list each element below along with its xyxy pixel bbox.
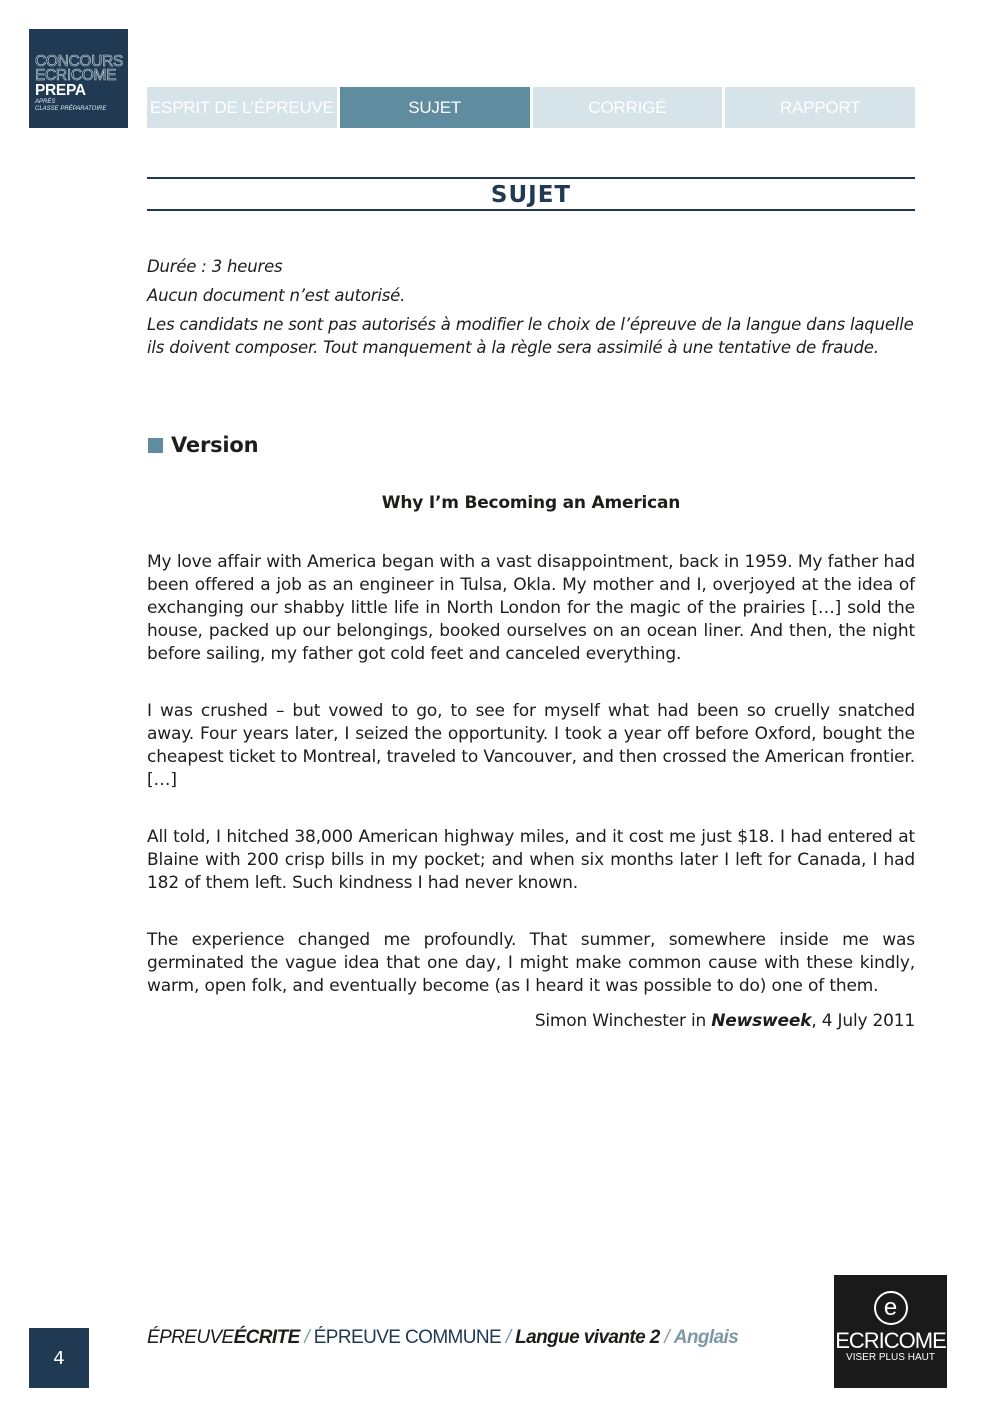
concours-logo: [29, 29, 128, 128]
logo-line-prepa: PREPA: [35, 82, 86, 99]
footer-epreuve2: ÉPREUVE: [313, 1327, 401, 1348]
square-bullet-icon: [148, 438, 163, 453]
logo-classe: CLASSE PRÉPARATOIRE: [35, 106, 107, 112]
article-source: [147, 1011, 915, 1031]
source-date: , 4 July 2011: [811, 1011, 915, 1031]
footer-ecrite: ÉCRITE: [233, 1327, 300, 1348]
paragraph: The experience changed me profoundly. That summer, somewhere inside me was germinated the vague idea that one day, I might make common cause with these kindly, warm, open folk, and eventually become (as I heard it was possible to do) one of them.: [147, 930, 915, 996]
version-heading: [148, 433, 258, 457]
footer-anglais: Anglais: [673, 1327, 739, 1348]
article-title: Why I’m Becoming an American: [381, 493, 681, 513]
ecricome-tagline: VISER PLUS HAUT: [846, 1352, 935, 1363]
tab-rapport[interactable]: RAPPORT: [725, 87, 915, 128]
paragraph: My love affair with America began with a vast disappointment, back in 1959. My father had been offered a job as an engineer in Tulsa, Okla. My mother and I, overjoyed at the idea of exchanging our shabby little life in North London for the magic of the prairies […] sold the house, packed up our belongings, booked ourselves on an ocean liner. And then, the night before sailing, my father got cold feet and canceled everything.: [147, 552, 915, 664]
tab-sujet[interactable]: SUJET: [340, 87, 530, 128]
page-number: 4: [29, 1328, 89, 1388]
footer-commune: COMMUNE: [405, 1327, 502, 1348]
exam-instructions: [147, 255, 917, 365]
footer-slash: /: [299, 1327, 314, 1348]
footer-langue: Langue vivante 2: [515, 1327, 660, 1348]
section-title: SUJET: [147, 177, 915, 211]
tab-esprit[interactable]: ESPRIT DE L’ÉPREUVE: [147, 87, 337, 128]
logo-line-apres: [35, 99, 128, 113]
footer-exam-label: [147, 1327, 738, 1349]
source-publication: Newsweek: [711, 1011, 812, 1031]
tab-corrige[interactable]: CORRIGÉ: [533, 87, 723, 128]
section-tabs: [147, 87, 915, 128]
rule-text: Les candidats ne sont pas autorisés à modifier le choix de l’épreuve de la langue dans laquelle ils doivent composer. Tout manquement à la règle sera assimilé à une tentative de fraude.: [147, 315, 914, 357]
footer-slash: /: [659, 1327, 674, 1348]
logo-apres: APRÈS: [35, 99, 56, 105]
footer-slash: /: [501, 1327, 516, 1348]
paragraph: I was crushed – but vowed to go, to see for myself what had been so cruelly snatched away. Four years later, I seized the opportunity. I took a year off before Oxford, bought the cheapest ticket to Montreal, traveled to Vancouver, and then crossed the American frontier. […]: [147, 701, 915, 790]
footer-epreuve: ÉPREUVE: [147, 1327, 234, 1348]
documents-text: Aucun document n’est autorisé.: [147, 286, 406, 305]
paragraph: All told, I hitched 38,000 American highway miles, and it cost me just $18. I had entered at Blaine with 200 crisp bills in my pocket; and when six months later I left for Canada, I had 182 of them left. Such kindness I had never known.: [147, 827, 915, 893]
logo-line-concours: CONCOURS: [35, 53, 124, 70]
article-body: [147, 551, 915, 1032]
duration-text: Durée : 3 heures: [147, 257, 283, 276]
ecricome-name: ECRICOME: [835, 1328, 946, 1353]
logo-line-ecricome: ECRICOME: [35, 67, 117, 84]
ecricome-e-icon: e: [874, 1291, 908, 1325]
source-author: Simon Winchester in: [534, 1011, 712, 1031]
ecricome-logo: [834, 1275, 947, 1388]
version-heading-label: Version: [171, 433, 259, 457]
